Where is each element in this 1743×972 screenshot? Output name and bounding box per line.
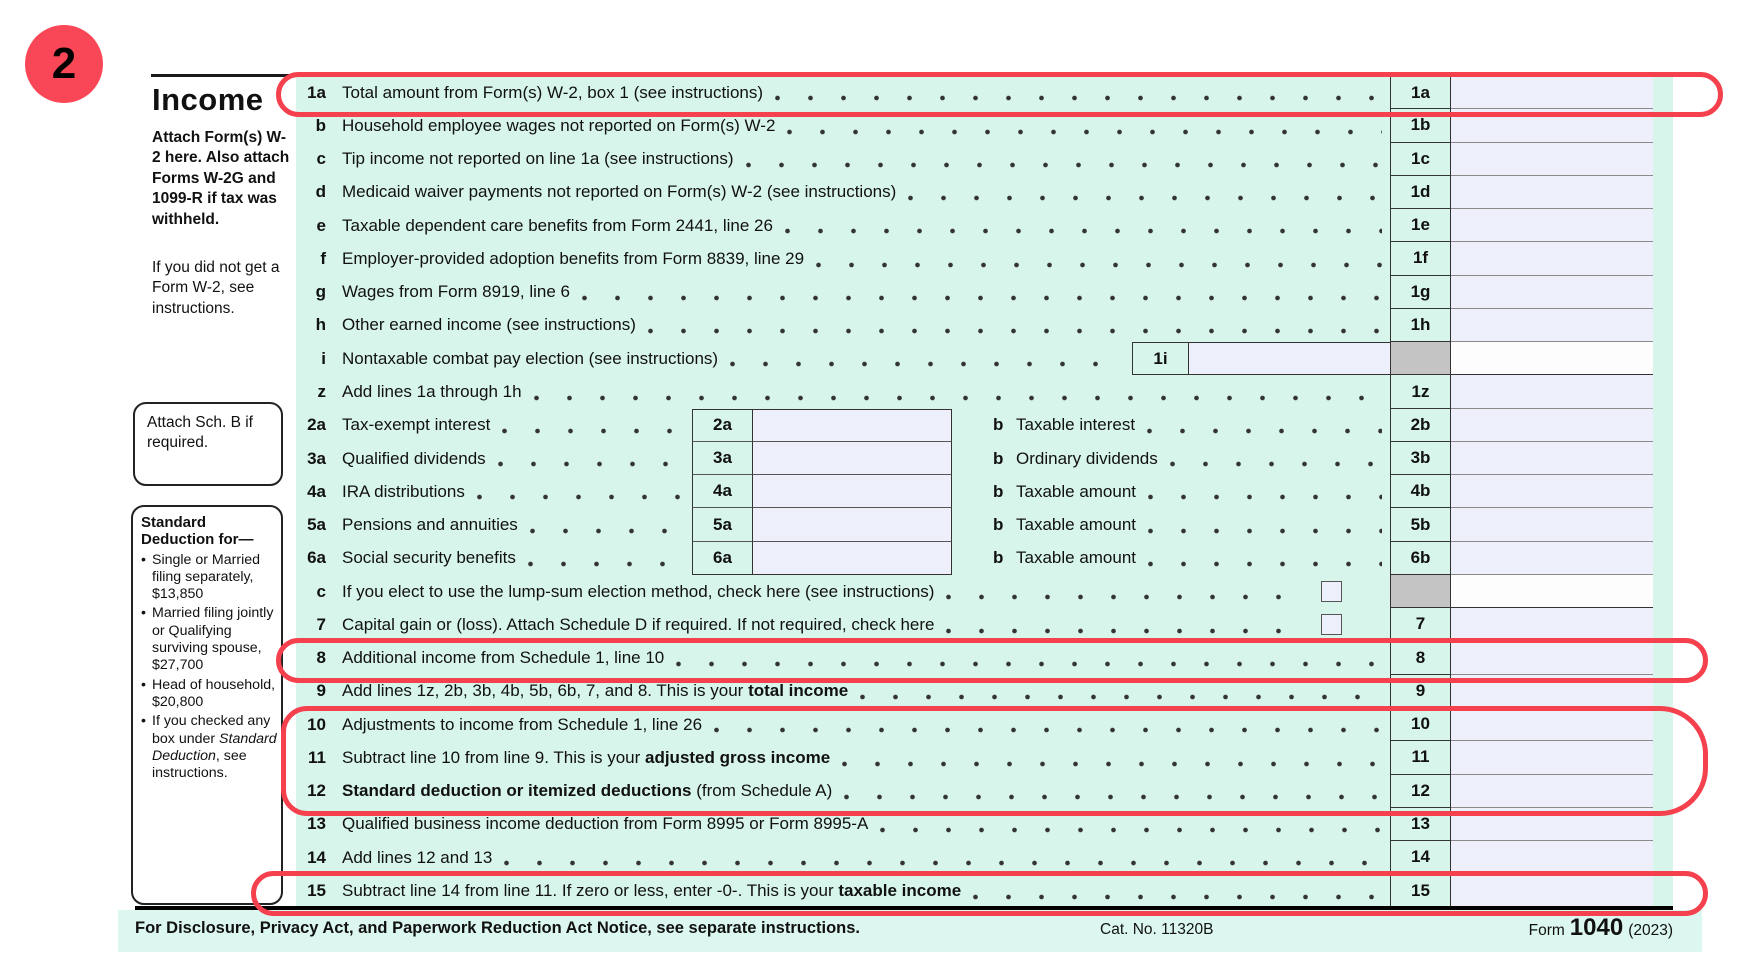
non-entry-cell bbox=[1451, 575, 1653, 608]
line-label: c bbox=[316, 581, 326, 601]
amount-field-6b[interactable] bbox=[1451, 542, 1653, 575]
line-label: i bbox=[321, 348, 326, 368]
row-14 bbox=[296, 841, 1673, 874]
line-number-box: 2b bbox=[1390, 409, 1451, 442]
std-deduction-bullet: • If you checked any box under Standard Deduction, see instructions. bbox=[141, 713, 277, 782]
line-number-box: 14 bbox=[1390, 841, 1451, 874]
line-label: 1a bbox=[307, 82, 326, 102]
amount-field-10[interactable] bbox=[1451, 708, 1653, 741]
no-w2-note: If you did not get a Form W-2, see instructions. bbox=[152, 259, 280, 317]
row-1e bbox=[296, 209, 1673, 242]
footer-notice: For Disclosure, Privacy Act, and Paperwork Reduction Act Notice, see separate instructions. bbox=[135, 919, 861, 937]
sub-line-desc: Ordinary dividends bbox=[1016, 448, 1158, 468]
line-number-box: 8 bbox=[1390, 642, 1451, 675]
line-desc: Capital gain or (loss). Attach Schedule D if required. If not required, check here bbox=[342, 614, 935, 634]
line-number-box: 10 bbox=[1390, 708, 1451, 741]
dot-leader bbox=[1148, 561, 1382, 567]
line-desc: Add lines 1a through 1h bbox=[342, 382, 522, 402]
line-number-box: 1h bbox=[1390, 309, 1451, 342]
line-number-box: 11 bbox=[1390, 741, 1451, 774]
amount-field-2a[interactable] bbox=[753, 409, 952, 442]
amount-field-5b[interactable] bbox=[1451, 508, 1653, 541]
line-desc: If you elect to use the lump-sum election method, check here (see instructions) bbox=[342, 581, 935, 601]
row-10 bbox=[296, 708, 1673, 741]
line-number-box: 1d bbox=[1390, 176, 1451, 209]
amount-field-1d[interactable] bbox=[1451, 176, 1653, 209]
form-number: 1040 bbox=[1569, 914, 1624, 941]
dot-leader bbox=[534, 395, 1382, 401]
line-desc: Subtract line 14 from line 11. If zero or less, enter -0-. This is your taxable income bbox=[342, 881, 962, 900]
line-number-box: 13 bbox=[1390, 808, 1451, 841]
catalog-number: Cat. No. 11320B bbox=[1100, 921, 1214, 938]
step-badge bbox=[25, 25, 103, 103]
line-label: 12 bbox=[307, 781, 326, 801]
sub-line-label: b bbox=[993, 415, 1004, 435]
shaded-cell bbox=[1390, 575, 1451, 608]
dot-leader bbox=[775, 95, 1382, 101]
line-label: 7 bbox=[316, 614, 326, 634]
row-12 bbox=[296, 775, 1673, 808]
dot-leader bbox=[1170, 461, 1382, 467]
dot-leader bbox=[946, 594, 1309, 600]
line-desc: Tip income not reported on line 1a (see instructions) bbox=[342, 149, 734, 169]
lump-sum-checkbox[interactable] bbox=[1321, 581, 1342, 602]
amount-field-3b[interactable] bbox=[1451, 442, 1653, 475]
form-id: Form 1040 (2023) bbox=[1528, 914, 1673, 941]
line-label: 5a bbox=[307, 515, 326, 535]
row-15 bbox=[296, 874, 1673, 907]
amount-field-7[interactable] bbox=[1451, 608, 1653, 641]
row-1b bbox=[296, 109, 1673, 142]
amount-field-4a[interactable] bbox=[753, 475, 952, 508]
dot-leader bbox=[787, 129, 1382, 135]
row-1a bbox=[296, 76, 1673, 109]
dot-leader bbox=[844, 794, 1382, 800]
line-label: d bbox=[315, 182, 326, 202]
line-label: c bbox=[316, 149, 326, 169]
line-desc: Add lines 1z, 2b, 3b, 4b, 5b, 6b, 7, and 8. This is your total income bbox=[342, 681, 849, 701]
line-desc: Employer-provided adoption benefits from Form 8839, line 29 bbox=[342, 248, 805, 268]
amount-field-4b[interactable] bbox=[1451, 475, 1653, 508]
row-3a bbox=[296, 442, 1673, 475]
dot-leader bbox=[1148, 494, 1382, 500]
line-label: f bbox=[320, 248, 326, 268]
row-1z bbox=[296, 375, 1673, 408]
std-deduction-bullet: • Head of household, $20,800 bbox=[141, 677, 277, 712]
dot-leader bbox=[676, 661, 1382, 667]
line-desc: Social security benefits bbox=[342, 548, 516, 568]
line-label: b bbox=[315, 115, 326, 135]
line-number-box: 1f bbox=[1390, 242, 1451, 275]
line-label: 3a bbox=[307, 448, 326, 468]
row-9 bbox=[296, 675, 1673, 708]
line-number-box: 15 bbox=[1390, 874, 1451, 907]
line-desc: Taxable dependent care benefits from Form 2441, line 26 bbox=[342, 215, 773, 235]
sub-line-desc: Taxable interest bbox=[1016, 415, 1136, 435]
line-desc: IRA distributions bbox=[342, 481, 465, 501]
amount-field-1b[interactable] bbox=[1451, 109, 1653, 142]
line-desc: Total amount from Form(s) W-2, box 1 (see instructions) bbox=[342, 82, 764, 102]
dot-leader bbox=[528, 561, 684, 567]
row-1h bbox=[296, 309, 1673, 342]
row-7 bbox=[296, 608, 1673, 641]
line-number-box: 1c bbox=[1390, 143, 1451, 176]
line-desc: Additional income from Schedule 1, line 10 bbox=[342, 648, 665, 668]
dot-leader bbox=[477, 494, 684, 500]
line-number-box: 4a bbox=[692, 475, 753, 508]
line-desc: Adjustments to income from Schedule 1, line 26 bbox=[342, 714, 703, 734]
amount-field-1f[interactable] bbox=[1451, 242, 1653, 275]
dot-leader bbox=[785, 228, 1382, 234]
line-label: g bbox=[315, 282, 326, 302]
amount-field-1a[interactable] bbox=[1451, 76, 1653, 109]
row-4a bbox=[296, 475, 1673, 508]
row-11 bbox=[296, 741, 1673, 774]
sub-line-desc: Taxable amount bbox=[1016, 548, 1137, 568]
row-6c bbox=[296, 575, 1673, 608]
dot-leader bbox=[498, 461, 684, 467]
std-deduction-bullet: • Married filing jointly or Qualifying surviving spouse, $27,700 bbox=[141, 605, 277, 674]
sub-line-label: b bbox=[993, 481, 1004, 501]
section-title: Income bbox=[152, 82, 264, 117]
sub-line-label: b bbox=[993, 515, 1004, 535]
dot-leader bbox=[1148, 528, 1382, 534]
amount-field-1e[interactable] bbox=[1451, 209, 1653, 242]
row-1f bbox=[296, 242, 1673, 275]
line-number-box: 5b bbox=[1390, 508, 1451, 541]
amount-field-5a[interactable] bbox=[753, 508, 952, 541]
dot-leader bbox=[946, 628, 1309, 634]
line-label: 2a bbox=[307, 415, 326, 435]
combat-pay-field-1i[interactable] bbox=[1189, 343, 1390, 374]
line-label: z bbox=[317, 382, 326, 402]
line-label: 6a bbox=[307, 548, 326, 568]
amount-field-1g[interactable] bbox=[1451, 276, 1653, 309]
dot-leader bbox=[860, 694, 1382, 700]
row-8 bbox=[296, 642, 1673, 675]
inline-line-number-box: 1i bbox=[1133, 343, 1189, 374]
line-label: 15 bbox=[307, 881, 326, 900]
line-number-box: 2a bbox=[692, 409, 753, 442]
row-2a bbox=[296, 409, 1673, 442]
amount-field-1h[interactable] bbox=[1451, 309, 1653, 342]
sub-line-label: b bbox=[993, 548, 1004, 568]
dot-leader bbox=[502, 428, 684, 434]
schedule-b-note: Attach Sch. B if required. bbox=[133, 402, 283, 486]
non-entry-cell bbox=[1451, 342, 1653, 375]
attach-w2-note: Attach Form(s) W-2 here. Also attach Forms W-2G and 1099-R if tax was withheld. bbox=[152, 129, 290, 228]
amount-field-13[interactable] bbox=[1451, 808, 1653, 841]
sub-line-desc: Taxable amount bbox=[1016, 481, 1137, 501]
row-6a bbox=[296, 542, 1673, 575]
line-label: 11 bbox=[308, 747, 326, 767]
line-number-box: 3a bbox=[692, 442, 753, 475]
row-5a bbox=[296, 508, 1673, 541]
line-number-box: 1e bbox=[1390, 209, 1451, 242]
row-1d bbox=[296, 176, 1673, 209]
amount-field-3a[interactable] bbox=[753, 442, 952, 475]
line-desc: Qualified dividends bbox=[342, 448, 486, 468]
line-number-box: 5a bbox=[692, 508, 753, 541]
amount-field-9[interactable] bbox=[1451, 675, 1653, 708]
dot-leader bbox=[816, 262, 1382, 268]
line-desc: Wages from Form 8919, line 6 bbox=[342, 282, 571, 302]
amount-field-12[interactable] bbox=[1451, 775, 1653, 808]
line-label: 9 bbox=[316, 681, 326, 701]
line-desc: Qualified business income deduction from Form 8995 or Form 8995-A bbox=[342, 814, 869, 834]
amount-field-1z[interactable] bbox=[1451, 375, 1653, 408]
standard-deduction-box bbox=[131, 505, 283, 905]
row-1c bbox=[296, 143, 1673, 176]
line-label: 10 bbox=[307, 714, 326, 734]
shaded-cell bbox=[1390, 342, 1451, 375]
line-label: 8 bbox=[316, 648, 326, 668]
line-desc: Medicaid waiver payments not reported on Form(s) W-2 (see instructions) bbox=[342, 182, 897, 202]
amount-field-11[interactable] bbox=[1451, 741, 1653, 774]
line-desc: Household employee wages not reported on Form(s) W-2 bbox=[342, 115, 776, 135]
dot-leader bbox=[504, 860, 1382, 866]
line-desc: Tax-exempt interest bbox=[342, 415, 491, 435]
line-number-box: 6a bbox=[692, 542, 753, 575]
dot-leader bbox=[648, 328, 1382, 334]
amount-field-14[interactable] bbox=[1451, 841, 1653, 874]
dot-leader bbox=[908, 195, 1382, 201]
dot-leader bbox=[714, 727, 1382, 733]
line-label: h bbox=[315, 315, 326, 335]
amount-field-15[interactable] bbox=[1451, 874, 1653, 907]
line-desc: Subtract line 10 from line 9. This is your adjusted gross income bbox=[342, 747, 831, 767]
line-number-box: 6b bbox=[1390, 542, 1451, 575]
dot-leader bbox=[842, 761, 1382, 767]
line-label: 14 bbox=[307, 847, 326, 867]
std-deduction-bullet: • Single or Married filing separately, $13,850 bbox=[141, 552, 277, 604]
line-label: 13 bbox=[307, 814, 326, 834]
line-number-box: 1z bbox=[1390, 375, 1451, 408]
sub-line-label: b bbox=[993, 448, 1004, 468]
income-table bbox=[296, 76, 1673, 908]
dot-leader bbox=[582, 295, 1382, 301]
standard-deduction-title: Standard Deduction for— bbox=[141, 514, 254, 549]
step-badge-number: 2 bbox=[51, 39, 77, 88]
amount-field-8[interactable] bbox=[1451, 642, 1653, 675]
line-desc: Add lines 12 and 13 bbox=[342, 847, 493, 867]
amount-field-1c[interactable] bbox=[1451, 143, 1653, 176]
line-desc: Standard deduction or itemized deductions (from Schedule A) bbox=[342, 781, 833, 801]
line-desc: Nontaxable combat pay election (see instructions) bbox=[342, 348, 719, 368]
line-number-box: 1b bbox=[1390, 109, 1451, 142]
sub-line-desc: Taxable amount bbox=[1016, 515, 1137, 535]
row-1g bbox=[296, 276, 1673, 309]
line-number-box: 9 bbox=[1390, 675, 1451, 708]
dot-leader bbox=[746, 162, 1382, 168]
line-number-box: 4b bbox=[1390, 475, 1451, 508]
dot-leader bbox=[730, 361, 1124, 367]
line-number-box: 3b bbox=[1390, 442, 1451, 475]
line-label: 4a bbox=[307, 481, 326, 501]
line-desc: Other earned income (see instructions) bbox=[342, 315, 636, 335]
line-label: e bbox=[316, 215, 326, 235]
dot-leader bbox=[1147, 428, 1382, 434]
amount-field-2b[interactable] bbox=[1451, 409, 1653, 442]
line-number-box: 1a bbox=[1390, 76, 1451, 109]
line-number-box: 12 bbox=[1390, 775, 1451, 808]
dot-leader bbox=[880, 827, 1382, 833]
row-1i bbox=[296, 342, 1673, 375]
combat-pay-inline-box bbox=[1132, 342, 1390, 375]
line-desc: Pensions and annuities bbox=[342, 515, 518, 535]
dot-leader bbox=[530, 528, 684, 534]
schedule-d-checkbox[interactable] bbox=[1321, 614, 1342, 635]
row-13 bbox=[296, 808, 1673, 841]
line-number-box: 7 bbox=[1390, 608, 1451, 641]
dot-leader bbox=[973, 894, 1382, 900]
amount-field-6a[interactable] bbox=[753, 542, 952, 575]
line-number-box: 1g bbox=[1390, 276, 1451, 309]
